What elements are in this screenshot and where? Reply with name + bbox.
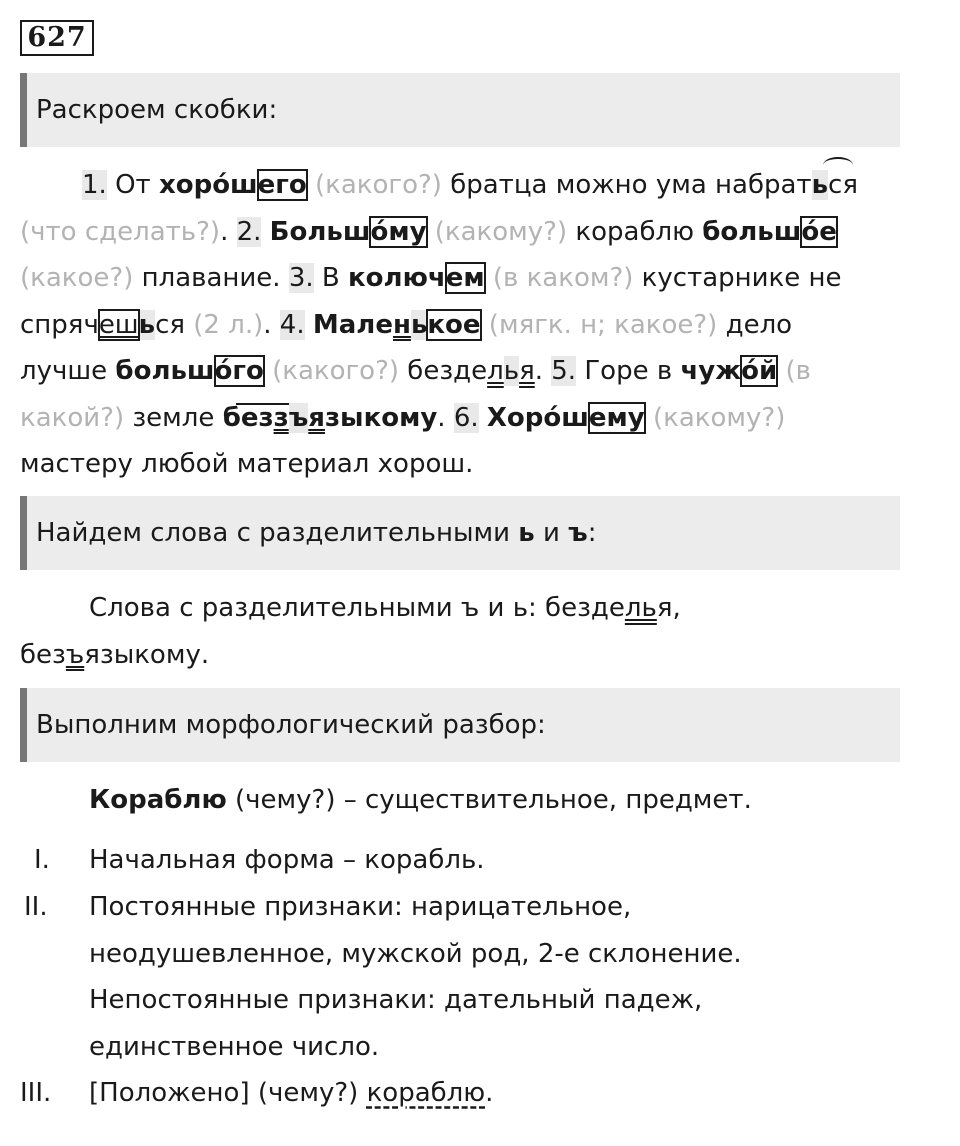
list-number: III. [20, 1078, 52, 1108]
word-stem: хоро́ш [158, 170, 258, 200]
word-ending: о́е [801, 216, 837, 247]
word-stem: чуж [680, 356, 742, 386]
text-run [305, 310, 313, 340]
text-run: . [437, 402, 454, 433]
question-hint: какой?) [20, 402, 125, 433]
list-item-line: единственное число. [89, 1031, 380, 1062]
underlined-word: кораблю [366, 1078, 486, 1108]
word-stem: больш [115, 356, 215, 386]
list-item [89, 884, 742, 1070]
underlined-letter: я [308, 402, 325, 433]
text-line [20, 209, 900, 256]
text-run: без [20, 639, 66, 670]
word-ending: ему [588, 402, 645, 433]
word-ending: ем [445, 263, 485, 293]
list-item [89, 1070, 493, 1117]
text-line: мастеру любой материал хорош. [20, 449, 474, 479]
analysed-word: Кораблю [89, 785, 227, 815]
exercise-number: 627 [20, 20, 94, 56]
text-run: земле [124, 402, 223, 433]
word-stem: зыкому [324, 402, 438, 433]
hard-sign: ъ [568, 518, 588, 548]
word-stem: Мале [312, 309, 393, 340]
list-number: I. [34, 845, 50, 875]
list-number: II. [24, 892, 48, 922]
text-run: кораблю [567, 216, 703, 247]
underlined-letter: л [487, 356, 504, 386]
underlined-letter: ъ [65, 639, 85, 670]
soft-sign: ь [138, 309, 156, 340]
morphology-title [89, 777, 960, 824]
question-hint: (мягк. н; какое?) [480, 309, 718, 340]
soft-sign: ь [410, 309, 428, 340]
question-hint: (какого?) [306, 170, 442, 200]
text-line [20, 302, 900, 349]
word-ending: кое [427, 309, 481, 340]
list-item-line: неодушевленное, мужской род, 2-е склонение. [89, 938, 742, 969]
question-hint: (какого?) [263, 356, 400, 386]
sentence-number: 2. [236, 216, 262, 247]
text-run: От [106, 170, 159, 200]
text-line [20, 395, 900, 442]
soft-sign: ь [518, 518, 535, 548]
text-run: ся [828, 170, 858, 200]
text-run [479, 403, 487, 433]
question-hint: (какое?) [20, 263, 134, 293]
text-run: . [485, 1078, 494, 1108]
underlined-letter: я [519, 356, 535, 386]
section-heading-morphology: Выполним морфологический разбор: [20, 688, 900, 762]
underlined-letter: з [273, 402, 289, 433]
text-run: безде [399, 356, 488, 386]
section-heading-open-brackets: Раскроем скобки: [20, 73, 900, 147]
text-run: я, [656, 593, 681, 623]
underlined-letter: н [392, 309, 411, 340]
text-line [20, 255, 900, 302]
text-run: лучше [20, 356, 116, 386]
text-run: братца можно ума набрат [441, 170, 812, 200]
word-ending: о́му [370, 216, 427, 247]
text-line [20, 348, 900, 395]
text-line [20, 162, 900, 209]
text-run [261, 217, 269, 247]
text-line [20, 585, 900, 632]
question-hint: (что сделать?) [20, 216, 221, 247]
exercise-text [20, 162, 900, 488]
word-stem: Больш [269, 216, 371, 247]
text-run: Горе в [576, 356, 681, 386]
word-ending: его [257, 170, 307, 200]
word-stem: больш [702, 216, 802, 247]
section-heading-separating-signs [20, 496, 900, 570]
text-run: ся [155, 309, 185, 340]
heading-text: и [534, 518, 569, 548]
word-stem: Хоро́ш [486, 402, 589, 433]
list-item-line: Непостоянные признаки: дательный падеж, [89, 985, 703, 1015]
question-hint: (2 л.) [185, 309, 264, 340]
question-hint: (какому?) [426, 216, 568, 247]
sentence-number: 1. [82, 170, 107, 200]
text-run: . [534, 356, 552, 386]
question-hint: (в [777, 356, 811, 386]
text-run: дело [717, 309, 793, 340]
text-run: . [220, 216, 237, 247]
text-run: плавание. [133, 263, 289, 293]
list-item: Начальная форма – корабль. [89, 845, 485, 875]
word-ending: о́й [741, 356, 778, 386]
question-hint: (в каком?) [484, 263, 634, 293]
word-stem: колюч [348, 263, 446, 293]
text-run: кустарнике не [633, 263, 842, 293]
word-ending: о́го [214, 356, 264, 386]
sentence-number: 4. [279, 309, 305, 340]
separating-signs-answer [20, 585, 900, 678]
sentence-number: 5. [551, 356, 577, 386]
soft-sign: ь [811, 170, 829, 200]
sentence-number: 6. [453, 402, 479, 433]
text-run: [Положено] (чему?) [89, 1078, 367, 1108]
heading-text: : [587, 518, 597, 548]
text-line [20, 632, 900, 679]
sentence-number: 3. [288, 263, 314, 293]
question-hint: (какому?) [644, 402, 786, 433]
hard-sign: ъ [288, 402, 309, 433]
text-run: (чему?) – существительное, предмет. [226, 785, 752, 815]
underlined-letter: ль [624, 593, 657, 623]
list-item-line: Постоянные признаки: нарицательное, [89, 892, 632, 922]
text-run: . [263, 309, 280, 340]
word-ending: еш [98, 309, 139, 340]
text-run: В [313, 263, 349, 293]
word-prefix: без [222, 402, 274, 433]
soft-sign: ь [503, 356, 520, 386]
text-run: спряч [20, 309, 99, 340]
text-run: Слова с разделительными ъ и ь: безде [89, 593, 625, 623]
text-run: языкому. [84, 639, 210, 670]
heading-text: Найдем слова с разделительными [36, 518, 519, 548]
